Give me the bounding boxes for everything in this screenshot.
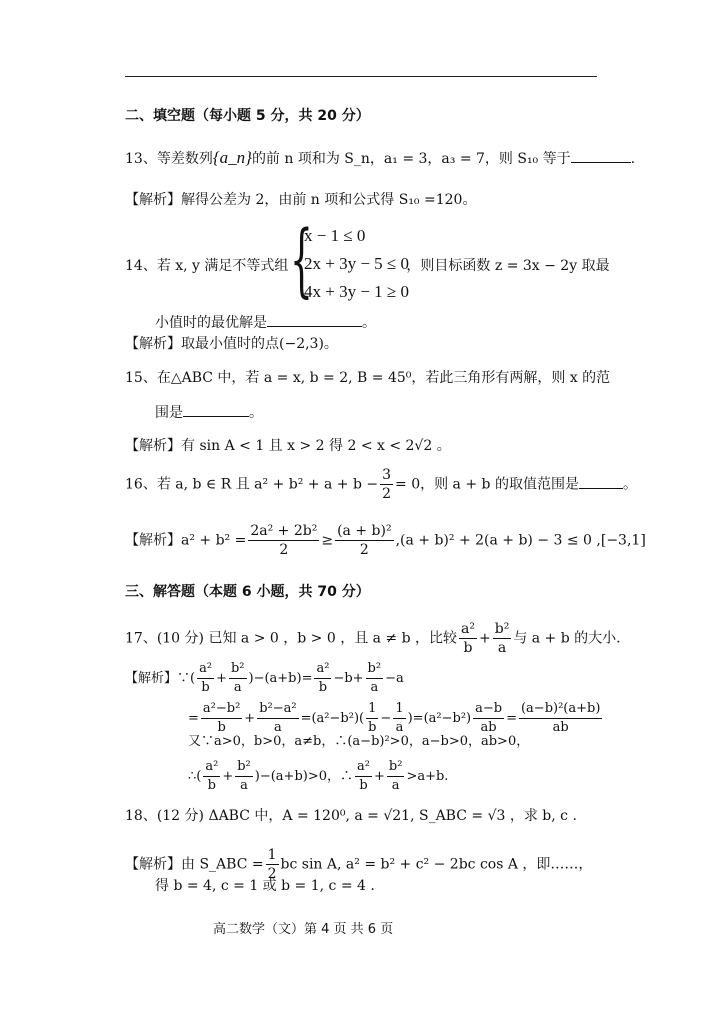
q17-sol4-frac1-den: b	[207, 778, 216, 793]
q17-sol4-frac3-num: a²	[355, 758, 372, 777]
q17-sol2-frac6-num: (a−b)²(a+b)	[519, 700, 602, 719]
question-18: 18、(12 分) ΔABC 中，A = 120⁰, a = √21, S_ABC = √3 ，求 b, c .	[125, 808, 577, 824]
q17-prefix: 17、(10 分) 已知 a > 0 ，b > 0 ，且 a ≠ b ，比较	[125, 630, 458, 647]
q17-sol1-frac-b-num: b²	[229, 660, 247, 679]
q17-solution-2: = $\frac{\text{a²−b²}}{b}$ + $\frac{\text{b²−a²}}{a}$ =(a²−b²)( $\frac{1}{b}$ − $\frac{1}{a}$ )=(a²−b²) $\frac{a-b}{ab}$ = $\frac{\text{(a−b)²(a+b)}}{ab}$	[188, 701, 601, 735]
q17-sol4-mid: )−(a+b)>0，∴	[254, 769, 354, 784]
q17-sol4-end: >a+b.	[406, 769, 449, 784]
q16-answer-blank	[579, 474, 623, 489]
q14-answer-blank	[267, 312, 362, 327]
q15-solution: 【解析】有 sin A < 1 且 x > 2 得 2 < x < 2√2 。	[125, 438, 451, 454]
q17-sol4-frac2	[235, 758, 253, 795]
q17-solution-3: 又∵a>0，b>0，a≠b，∴(a−b)²>0，a−b>0，ab>0，	[188, 734, 530, 749]
q16-sol-tail: ,(a + b)² + 2(a + b) − 3 ≤ 0 ,[−3,1]	[395, 532, 646, 549]
q13-end: .	[630, 151, 636, 167]
q14-line2-text: 小值时的最优解是	[155, 315, 267, 331]
q16-end: 。	[622, 476, 637, 493]
q16-solution	[125, 522, 646, 559]
q17-sol1-frac-d	[366, 660, 384, 697]
q14-mid: ，则目标函数 z = 3x − 2y 取最	[406, 258, 610, 274]
q16-sol-frac1	[248, 522, 319, 559]
q16-sol-frac1-den: 2	[279, 542, 289, 558]
q17-sol2-frac2-num: b²−a²	[257, 700, 298, 719]
q16-suffix: = 0，则 a + b 的取值范围是	[395, 476, 579, 493]
q17-sol1-frac-b-den: a	[233, 680, 242, 695]
q17-sol2-frac2-den: a	[274, 720, 282, 735]
q17-sol2-frac5-num: a−b	[473, 700, 504, 719]
q17-sol1-end: −a	[385, 671, 404, 686]
q17-sol1-frac-a	[197, 660, 214, 697]
q17-sol4-frac4-den: a	[391, 778, 400, 793]
q17-sol1-frac-c	[314, 660, 331, 697]
question-16	[125, 466, 637, 503]
question-17	[125, 620, 621, 657]
q16-sol-frac1-num: 2a² + 2b²	[250, 523, 318, 539]
q15-line2	[155, 402, 263, 423]
q17-sol4-frac4	[387, 758, 405, 795]
page-footer: 高二数学（文）第 4 页 共 6 页	[213, 922, 394, 937]
q17-sol1-label: 【解析】∵(	[125, 671, 196, 686]
q14-ineq-2: 2x + 3y − 5 ≤ 0	[304, 254, 410, 273]
q18-sol-frac-num: 1	[267, 847, 277, 863]
q14-ineq-3: 4x + 3y − 1 ≥ 0	[304, 282, 410, 301]
question-13	[125, 148, 635, 169]
q16-sol-frac2	[335, 522, 393, 559]
q16-frac-den: 2	[382, 486, 392, 502]
q16-frac-num: 3	[382, 467, 392, 483]
q16-sol-frac2-num: (a + b)²	[337, 523, 392, 539]
q17-sol4-frac1	[203, 758, 220, 795]
q17-sol1-frac-a-num: a²	[197, 660, 214, 679]
brace-icon: {	[290, 213, 313, 306]
q17-sol4-frac2-den: a	[240, 778, 248, 793]
q13-solution: 【解析】解得公差为 2，由前 n 项和公式得 S₁₀ =120。	[125, 192, 477, 208]
header-rule	[125, 76, 597, 77]
q17-sol4-pre: ∴(	[188, 769, 202, 784]
q17-frac1	[459, 620, 477, 657]
q14-line2-end: 。	[362, 315, 376, 331]
q15-line2-end: 。	[249, 405, 263, 421]
q16-sol-frac2-den: 2	[359, 542, 369, 558]
q17-sol2-frac3-den: b	[368, 720, 377, 735]
q17-sol1-frac-d-den: a	[370, 680, 379, 695]
q17-sol1-mid: )−(a+b)=	[248, 671, 313, 686]
section-3-heading: 三、解答题（本题 6 小题，共 70 分）	[125, 584, 370, 600]
q17-sol2-frac1-den: b	[217, 720, 226, 735]
q14-ineq-1: x − 1 ≤ 0	[304, 226, 366, 245]
q17-plus: +	[479, 630, 491, 647]
q17-sol2-frac6-den: ab	[552, 720, 569, 735]
q17-sol4-frac2-num: b²	[235, 758, 253, 777]
q14-solution: 【解析】取最小值时的点(−2,3)。	[125, 336, 338, 352]
q17-frac1-num: a²	[461, 621, 475, 637]
section-2-heading: 二、填空题（每小题 5 分，共 20 分）	[125, 108, 370, 124]
q17-frac1-den: b	[463, 640, 473, 656]
q18-sol-rest: bc sin A, a² = b² + c² − 2bc cos A ，即……，	[280, 856, 593, 873]
q14-inequality-system	[290, 213, 440, 306]
q17-solution-4: ∴( $\frac{\text{a²}}{b}$ + $\frac{\text{b²}}{a}$ )−(a+b)>0，∴ $\frac{\text{a²}}{b}$ + $\frac{\text{b²}}{a}$ >a+b.	[188, 759, 449, 793]
q13-text: 的前 n 项和为 S_n，a₁ = 3，a₃ = 7，则 S₁₀ 等于	[251, 151, 571, 167]
q15-line2-text: 围是	[155, 405, 183, 421]
q13-seq: {a_n}	[212, 148, 252, 167]
question-15: 15、在△ABC 中，若 a = x, b = 2, B = 45⁰，若此三角形有两解，则 x 的范	[125, 370, 611, 386]
q17-solution-1: 【解析】∵( $\frac{\text{a²}}{b}$ + $\frac{\text{b²}}{a}$ )−(a+b)= $\frac{\text{a²}}{b}$ −b+ $\frac{\text{b²}}{a}$ −a	[125, 661, 404, 695]
q14-line2	[155, 312, 376, 333]
q17-sol2-frac5-den: ab	[480, 720, 497, 735]
q17-sol2-frac4-den: a	[395, 720, 404, 735]
q16-sol-ge: ≥	[321, 532, 334, 549]
q17-suffix: 与 a + b 的大小.	[513, 630, 621, 647]
q17-sol2-mid2: )=(a²−b²)	[407, 711, 472, 726]
q17-sol1-frac-c-den: b	[318, 680, 328, 695]
q17-sol1-rest: −b+	[333, 671, 364, 686]
q13-answer-blank	[571, 148, 631, 163]
q17-frac2	[493, 620, 512, 657]
q18-solution-2: 得 b = 4, c = 1 或 b = 1, c = 4 .	[155, 878, 375, 894]
q17-sol2-frac1-num: a²−b²	[201, 700, 242, 719]
q13-prefix: 13、等差数列	[125, 151, 213, 167]
q17-frac2-num: b²	[494, 621, 510, 637]
q17-sol1-frac-d-num: b²	[366, 660, 384, 679]
q17-sol4-frac4-num: b²	[387, 758, 405, 777]
q17-sol2-frac3-num: 1	[366, 700, 378, 719]
q14-prefix: 14、若 x, y 满足不等式组	[125, 258, 289, 274]
q17-sol2-frac6	[519, 700, 602, 737]
q15-answer-blank	[183, 402, 249, 417]
q17-sol2-frac4-num: 1	[393, 700, 405, 719]
q17-sol4-frac3	[355, 758, 372, 795]
q18-sol-pre: 【解析】由 S_ABC =	[125, 856, 264, 873]
q17-sol1-frac-a-den: b	[201, 680, 210, 695]
q17-sol2-mid: =(a²−b²)(	[300, 711, 365, 726]
q18-sol-frac-den: 2	[267, 866, 277, 882]
q16-sol-prefix: 【解析】a² + b² =	[125, 532, 247, 549]
q17-sol4-frac3-den: b	[359, 778, 368, 793]
q17-sol4-frac1-num: a²	[203, 758, 220, 777]
q17-sol2-eq: =	[188, 711, 199, 726]
q17-sol1-frac-c-num: a²	[314, 660, 331, 679]
q17-sol1-frac-b	[229, 660, 247, 697]
q17-frac2-den: a	[497, 640, 507, 656]
q16-prefix: 16、若 a, b ∈ R 且 a² + b² + a + b −	[125, 476, 379, 493]
q16-fraction	[380, 466, 393, 503]
